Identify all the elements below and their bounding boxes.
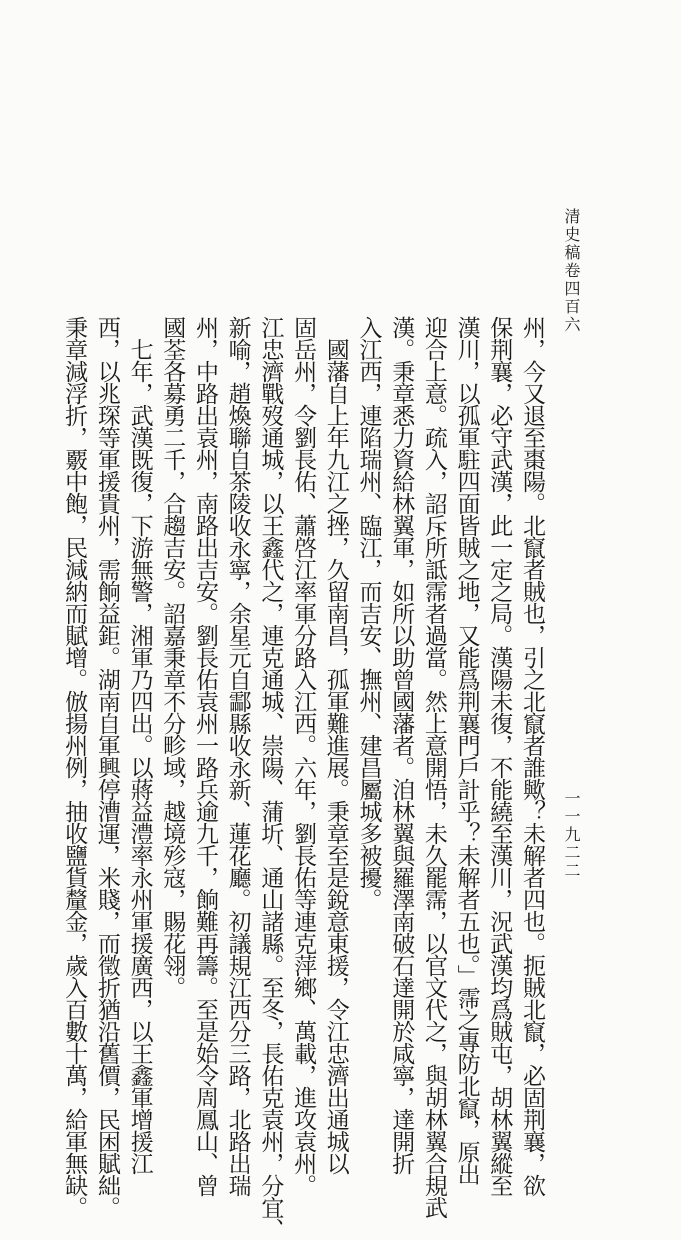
text-column: 漢川，以孤軍駐四面皆賊之地，又能爲荆襄門戶計乎？未解者五也。」霈之專防北竄，原出 [453, 316, 480, 1185]
text-column: 國荃各募勇二千，合趨吉安。詔嘉秉章不分畛域，越境殄寇，賜花翎。 [159, 316, 186, 998]
text-column: 漢。秉章悉力資給林翼軍，如所以助曾國藩者。洎林翼與羅澤南破石達開於咸寧，達開折 [388, 316, 415, 1174]
text-column: 保荆襄，必守武漢，此一定之局。漢陽未復，不能繞至漢川，況武漢均爲賊屯，胡林翼縱至 [486, 316, 513, 1196]
text-column: 州，中路出袁州，南路出吉安。劉長佑袁州一路兵逾九千，餉難再籌。至是始令周鳳山、曾 [191, 316, 218, 1196]
text-column: 迎合上意。疏入，詔斥所詆霈者過當。然上意開悟，未久罷霈，以官文代之，與胡林翼合規武 [420, 316, 447, 1218]
text-column: 固岳州，令劉長佑、蕭啓江率軍分路入江西。六年，劉長佑等連克萍鄉、萬載，進攻袁州。 [290, 316, 317, 1196]
text-column: 入江西，連陷瑞州、臨江，而吉安、撫州、建昌屬城多被擾。 [355, 316, 382, 910]
text-column: 國藩自上年九江之挫，久留南昌，孤軍難進展。秉章至是銳意東援，令江忠濟出通城以 [322, 316, 349, 1174]
page-number: 一一九二二 [562, 790, 581, 880]
text-column: 七年，武漢既復，下游無警，湘軍乃四出。以蔣益澧率永州軍援廣西，以王鑫軍增援江 [126, 316, 153, 1174]
text-column: 西，以兆琛等軍援貴州，需餉益鉅。湖南自軍興停漕運，米賤，而徵折猶沿舊價，民困賦絀。 [93, 316, 120, 1218]
text-column: 州，今又退至棗陽。北竄者賊也，引之北竄者誰歟？未解者四也。扼賊北竄，必固荆襄，欲 [519, 316, 545, 1196]
text-body [61, 316, 548, 1240]
text-column: 秉章減浮折，覈中飽，民減納而賦增。倣揚州例，抽收鹽貨釐金，歲入百數十萬，給軍無缺。 [61, 316, 88, 1218]
book-title: 清史稿卷四百六 [562, 208, 581, 334]
text-column: 新喻，趙煥聯自茶陵收永寧，余星元自酃縣收永新、蓮花廳。初議規江西分三路，北路出瑞 [224, 316, 251, 1196]
text-column: 江忠濟戰歿通城，以王鑫代之，連克通城、崇陽、蒲圻、通山諸縣。至冬，長佑克袁州，分宜、 [257, 316, 284, 1240]
